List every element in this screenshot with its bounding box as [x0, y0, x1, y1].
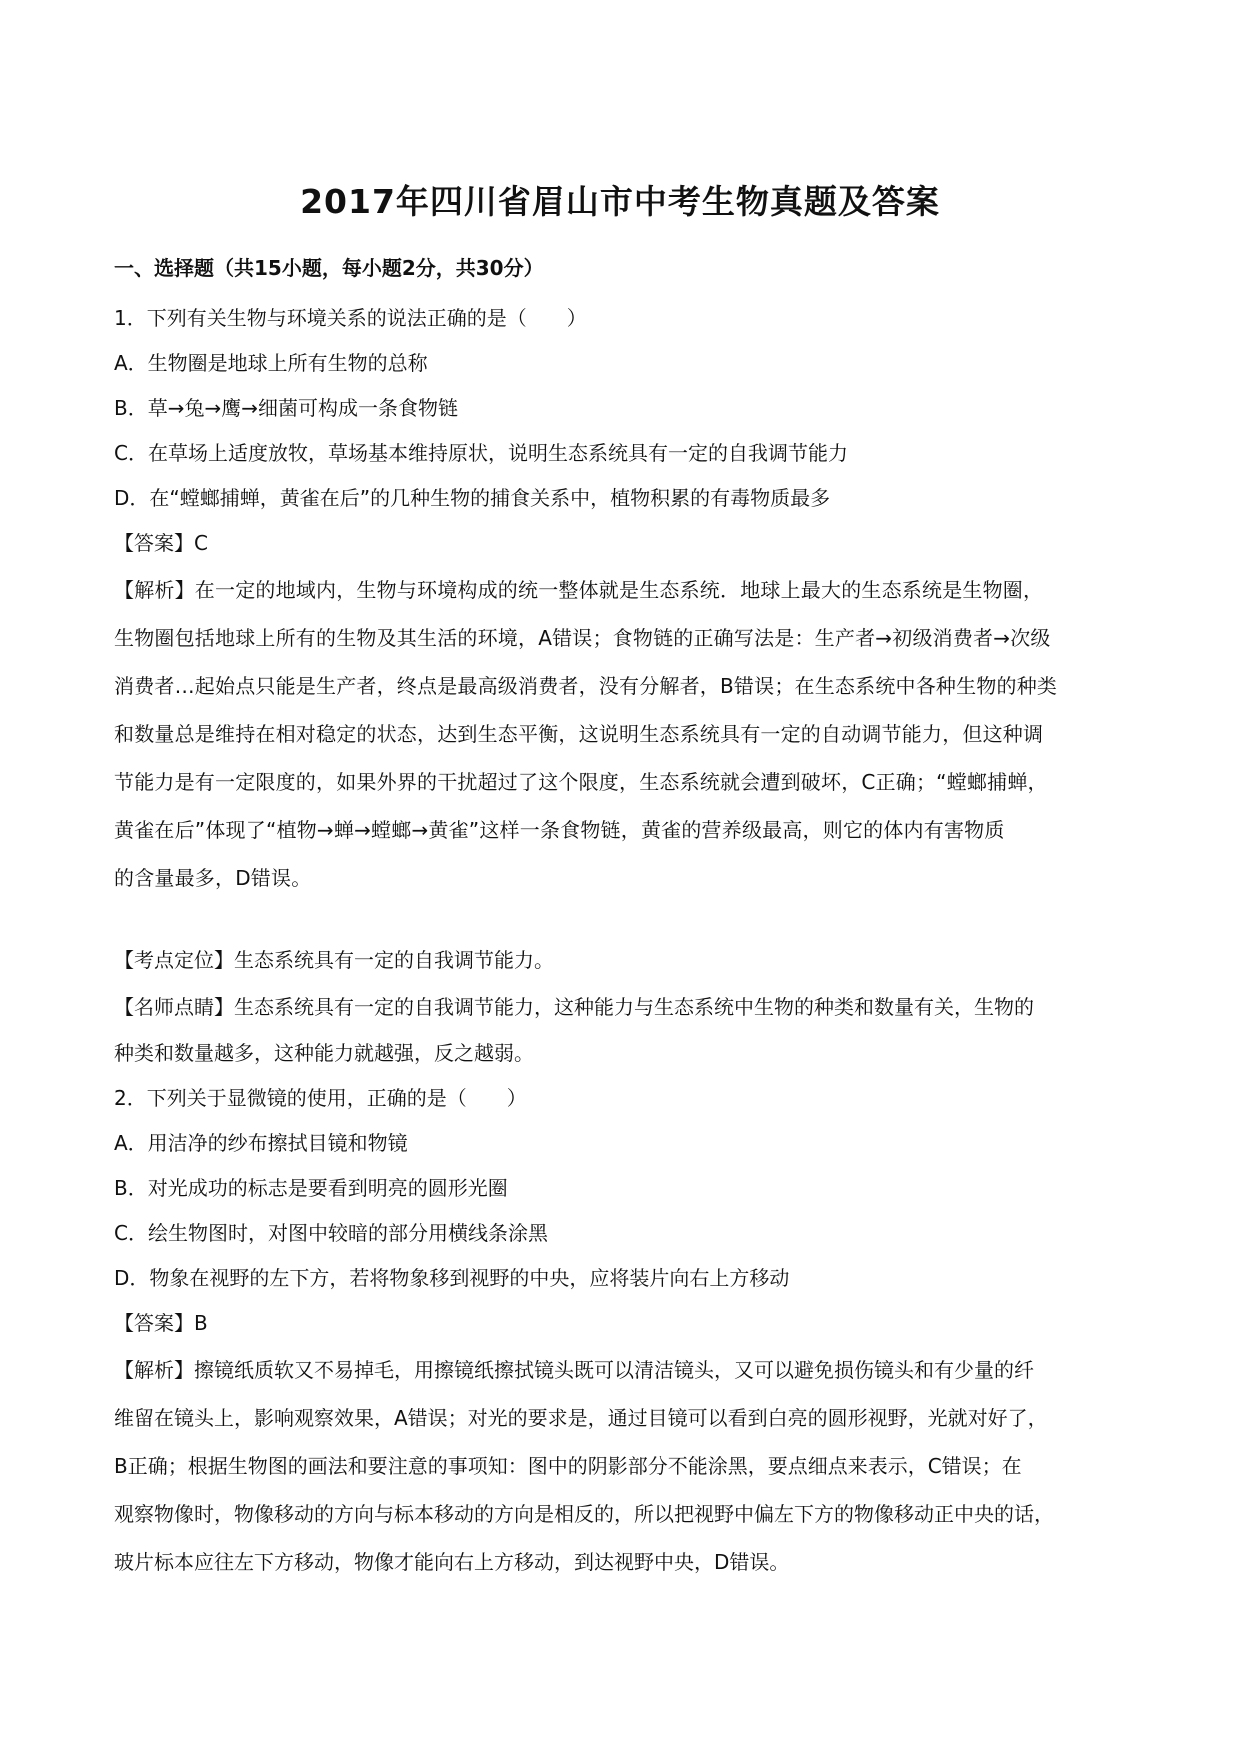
question-2-analysis-line: 玻片标本应往左下方移动，物像才能向右上方移动，到达视野中央，D错误。 — [114, 1550, 790, 1574]
question-2-analysis-line: B正确；根据生物图的画法和要注意的事项知：图中的阴影部分不能涂黑，要点细点来表示，C错误；在 — [114, 1454, 1022, 1478]
question-2-analysis-line: 【解析】擦镜纸质软又不易掉毛，用擦镜纸擦拭镜头既可以清洁镜头，又可以避免损伤镜头和有少量的纤 — [114, 1358, 1034, 1382]
section-heading: 一、选择题（共15小题，每小题2分，共30分） — [114, 256, 544, 280]
question-2-answer: 【答案】B — [114, 1311, 208, 1335]
question-2-option-d: D．物象在视野的左下方，若将物象移到视野的中央，应将装片向右上方移动 — [114, 1266, 790, 1290]
question-2-analysis-line: 维留在镜头上，影响观察效果，A错误；对光的要求是，通过目镜可以看到白亮的圆形视野，光就对好了， — [114, 1406, 1048, 1430]
page-title: 2017年四川省眉山市中考生物真题及答案 — [300, 182, 940, 221]
question-1-answer: 【答案】C — [114, 531, 208, 555]
spacer — [114, 902, 1134, 938]
question-1-option-d: D．在“螳螂捕蝉，黄雀在后”的几种生物的捕食关系中，植物积累的有毒物质最多 — [114, 486, 831, 510]
question-2-option-c: C．绘生物图时，对图中较暗的部分用横线条涂黑 — [114, 1221, 548, 1245]
question-1-analysis-line: 节能力是有一定限度的，如果外界的干扰超过了这个限度，生态系统就会遭到破坏，C正确；“螳螂捕蝉， — [114, 770, 1048, 794]
question-1-analysis-line: 消费者…起始点只能是生产者，终点是最高级消费者，没有分解者，B错误；在生态系统中各种生物的种类 — [114, 674, 1058, 698]
question-2-option-b: B．对光成功的标志是要看到明亮的圆形光圈 — [114, 1176, 508, 1200]
question-1-option-c: C．在草场上适度放牧，草场基本维持原状，说明生态系统具有一定的自我调节能力 — [114, 441, 848, 465]
question-1-analysis-line: 的含量最多，D错误。 — [114, 866, 312, 890]
question-1-option-a: A．生物圈是地球上所有生物的总称 — [114, 351, 428, 375]
question-1-analysis-line: 黄雀在后”体现了“植物→蝉→螳螂→黄雀”这样一条食物链，黄雀的营养级最高，则它的体内有害物质 — [114, 818, 1005, 842]
question-1-stem: 1．下列有关生物与环境关系的说法正确的是（ ） — [114, 306, 587, 330]
question-1-option-b: B．草→兔→鹰→细菌可构成一条食物链 — [114, 396, 458, 420]
question-1-analysis-line: 【解析】在一定的地域内，生物与环境构成的统一整体就是生态系统．地球上最大的生态系统是生物圈， — [114, 578, 1044, 602]
document-body — [114, 296, 1134, 1586]
question-1-analysis-line: 和数量总是维持在相对稳定的状态，达到生态平衡，这说明生态系统具有一定的自动调节能力，但这种调 — [114, 722, 1044, 746]
question-1-analysis-line: 生物圈包括地球上所有的生物及其生活的环境，A错误；食物链的正确写法是：生产者→初级消费者→次级 — [114, 626, 1051, 650]
question-2-option-a: A．用洁净的纱布擦拭目镜和物镜 — [114, 1131, 408, 1155]
question-1-mingshi-line: 种类和数量越多，这种能力就越强，反之越弱。 — [114, 1041, 534, 1065]
question-2-analysis-line: 观察物像时，物像移动的方向与标本移动的方向是相反的，所以把视野中偏左下方的物像移动正中央的话， — [114, 1502, 1054, 1526]
question-1-mingshi-line: 【名师点睛】生态系统具有一定的自我调节能力，这种能力与生态系统中生物的种类和数量有关，生物的 — [114, 995, 1034, 1019]
question-1-kaodian: 【考点定位】生态系统具有一定的自我调节能力。 — [114, 948, 554, 972]
question-2-stem: 2．下列关于显微镜的使用，正确的是（ ） — [114, 1086, 527, 1110]
